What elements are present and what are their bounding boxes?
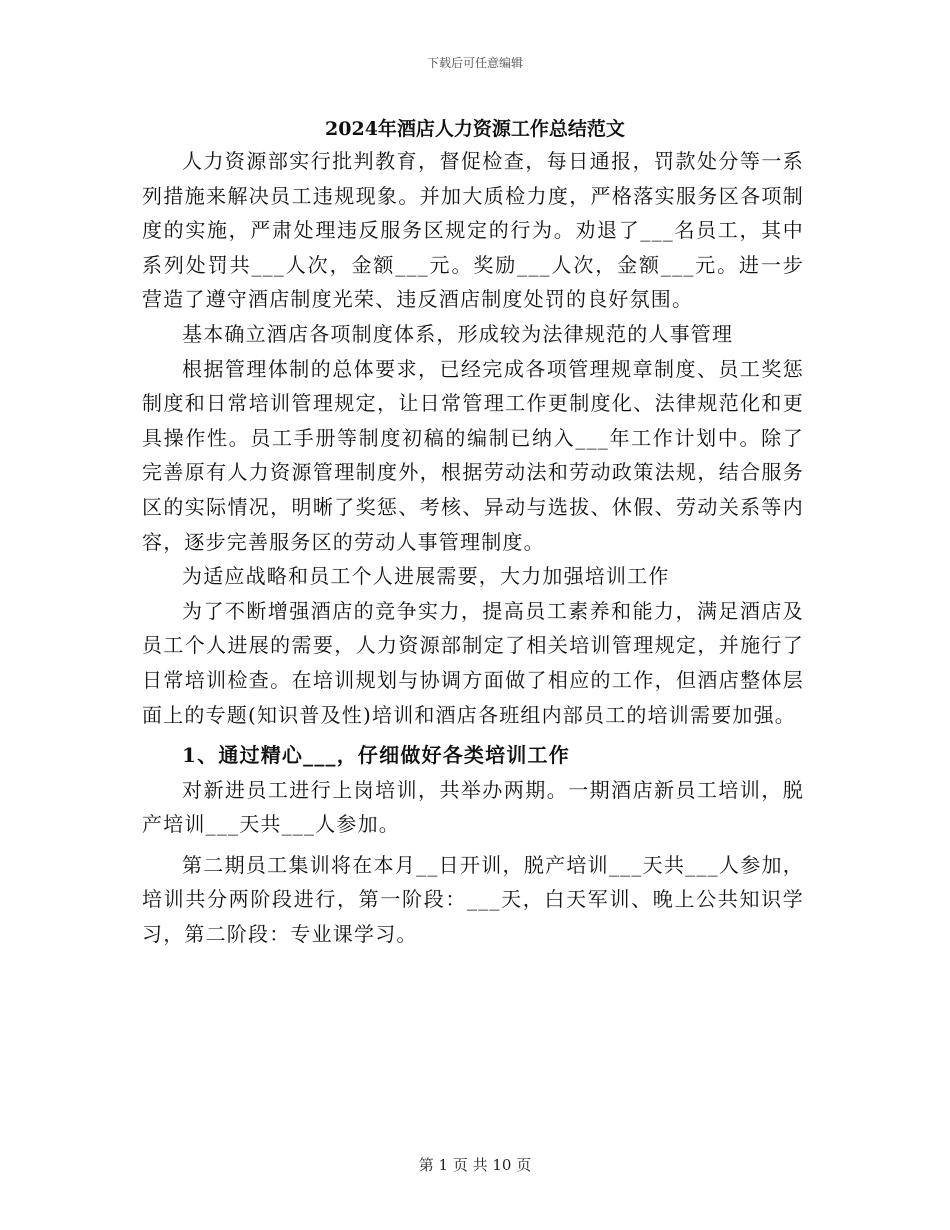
section-heading-training-work: 1、通过精心___，仔细做好各类培训工作 — [182, 743, 570, 768]
paragraph-heading-training: 为适应战略和员工个人进展需要，大力加强培训工作 — [182, 564, 670, 589]
paragraph-discipline: 人力资源部实行批判教育，督促检查，每日通报，罚款处分等一系列措施来解决员工违规现象。并加大质检力度，严格落实服务区各项制度的实施，严肃处理违反服务区规定的行为。劝退了___名员工，其中系列处罚共___人次，金额___元。奖励___人次，金额___元。进一步营造了遵守酒店制度光荣、违反酒店制度处罚的良好氛围。 — [142, 149, 804, 312]
paragraph-second-session: 第二期员工集训将在本月__日开训，脱产培训___天共___人参加，培训共分两阶段进行，第一阶段：___天，白天军训、晚上公共知识学习，第二阶段：专业课学习。 — [142, 852, 804, 947]
document-body — [142, 144, 804, 952]
paragraph-system-details: 根据管理体制的总体要求，已经完成各项管理规章制度、员工奖惩制度和日常培训管理规定，让日常管理工作更制度化、法律规范化和更具操作性。员工手册等制度初稿的编制已纳入___年工作计划中。除了完善原有人力资源管理制度外，根据劳动法和劳动政策法规，结合服务区的实际情况，明晰了奖惩、考核、异动与选拔、休假、劳动关系等内容，逐步完善服务区的劳动人事管理制度。 — [142, 356, 804, 554]
document-title: 2024年酒店人力资源工作总结范文 — [325, 118, 625, 140]
paragraph-new-staff-training: 对新进员工进行上岗培训，共举办两期。一期酒店新员工培训，脱产培训___天共___人参加。 — [142, 777, 804, 837]
header-note: 下载后可任意编辑 — [426, 56, 523, 70]
paragraph-heading-system: 基本确立酒店各项制度体系，形成较为法律规范的人事管理 — [182, 321, 734, 346]
paragraph-training-details: 为了不断增强酒店的竞争实力，提高员工素养和能力，满足酒店及员工个人进展的需要，人力资源部制定了相关培训管理规定，并施行了日常培训检查。在培训规划与协调方面做了相应的工作，但酒店整体层面上的专题(知识普及性)培训和酒店各班组内部员工的培训需要加强。 — [142, 598, 804, 727]
page-number: 第 1 页 共 10 页 — [418, 1156, 532, 1174]
